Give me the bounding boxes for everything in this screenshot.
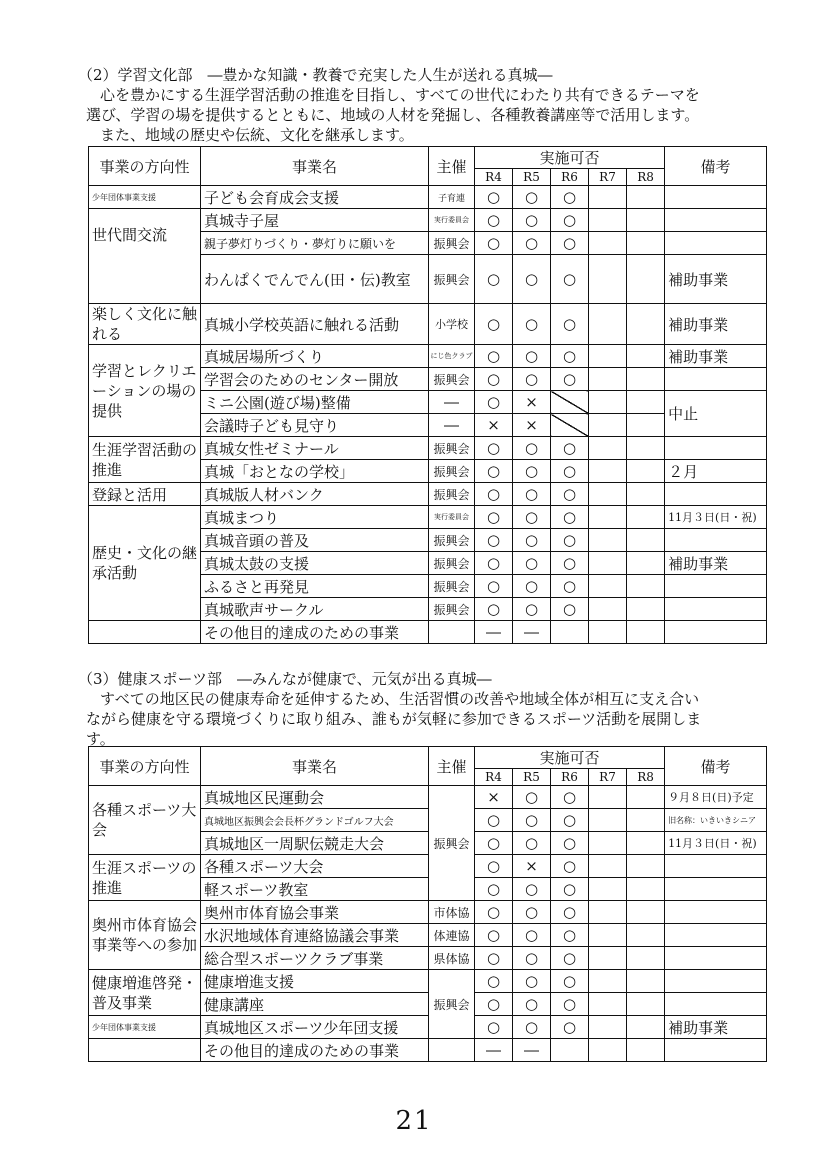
host-cell: 振興会 (429, 575, 475, 598)
r5-cell: ― (513, 1039, 551, 1062)
r5-cell: ○ (513, 345, 551, 368)
r7-cell (589, 506, 627, 529)
header-r8: R8 (627, 769, 665, 786)
remarks-cell: 補助事業 (665, 552, 767, 575)
r7-cell (589, 947, 627, 970)
r4-cell: ○ (475, 809, 513, 832)
r4-cell: ○ (475, 186, 513, 209)
remarks-cell (665, 598, 767, 621)
r7-cell (589, 621, 627, 644)
host-cell: 実行委員会 (429, 209, 475, 232)
page-number: 21 (395, 1106, 433, 1136)
r8-cell (627, 993, 665, 1016)
remarks-cell (665, 529, 767, 552)
r5-cell: ○ (513, 368, 551, 391)
r5-cell: ○ (513, 437, 551, 460)
project-name: 会議時子ども見守り (201, 414, 429, 437)
section2-paragraph-line1: 心を豊かにする生涯学習活動の推進を目指し、すべての世代にわたり共有できるテーマを (100, 86, 700, 104)
header-remarks: 備考 (665, 147, 767, 186)
r8-cell (627, 529, 665, 552)
project-name: 真城女性ゼミナール (201, 437, 429, 460)
r8-cell (627, 304, 665, 345)
table-row (89, 345, 767, 368)
project-name: 真城まつり (201, 506, 429, 529)
project-name: ふるさと再発見 (201, 575, 429, 598)
r4-cell: ○ (475, 345, 513, 368)
remarks-cell (665, 901, 767, 924)
project-name: 各種スポーツ大会 (201, 855, 429, 878)
r7-cell (589, 575, 627, 598)
r7-cell (589, 993, 627, 1016)
host-cell: 小学校 (429, 304, 475, 345)
r7-cell (589, 414, 627, 437)
table-row (89, 506, 767, 529)
project-name: 奥州市体育協会事業 (201, 901, 429, 924)
r6-cell: ○ (551, 186, 589, 209)
project-name: 真城音頭の普及 (201, 529, 429, 552)
r6-cell: ○ (551, 255, 589, 304)
remarks-cell (665, 368, 767, 391)
r6-cell: ○ (551, 506, 589, 529)
direction-cell (89, 1039, 201, 1062)
r4-cell: ○ (475, 232, 513, 255)
section2-paragraph-line2: 選び、学習の場を提供するとともに、地域の人材を発掘し、各種教養講座等で活用します。 (86, 106, 700, 124)
r7-cell (589, 391, 627, 414)
r6-cell-struck (551, 391, 589, 414)
section3-title: （3）健康スポーツ部 ―みんなが健康で、元気が出る真城― (78, 670, 492, 688)
table-row (89, 901, 767, 924)
r5-cell: ○ (513, 232, 551, 255)
project-name: 学習会のためのセンター開放 (201, 368, 429, 391)
remarks-cell: 補助事業 (665, 255, 767, 304)
r4-cell: ○ (475, 304, 513, 345)
table-row (89, 621, 767, 644)
r6-cell: ○ (551, 809, 589, 832)
r4-cell: × (475, 414, 513, 437)
r4-cell: ○ (475, 209, 513, 232)
r6-cell (551, 621, 589, 644)
table-row (89, 304, 767, 345)
r5-cell: ○ (513, 970, 551, 993)
r5-cell: ○ (513, 460, 551, 483)
r8-cell (627, 1016, 665, 1039)
project-name: 健康講座 (201, 993, 429, 1016)
host-cell: ― (429, 391, 475, 414)
header-direction: 事業の方向性 (89, 147, 201, 186)
r5-cell: ○ (513, 209, 551, 232)
header-host: 主催 (429, 147, 475, 186)
direction-cell: 楽しく文化に触れる (89, 304, 201, 345)
table-row (89, 970, 767, 993)
r6-cell: ○ (551, 345, 589, 368)
host-cell: 振興会 (429, 970, 475, 1039)
remarks-cell (665, 209, 767, 232)
r6-cell: ○ (551, 437, 589, 460)
r6-cell: ○ (551, 855, 589, 878)
r6-cell: ○ (551, 483, 589, 506)
r4-cell: × (475, 786, 513, 809)
project-name: その他目的達成のための事業 (201, 1039, 429, 1062)
project-name: 水沢地域体育連絡協議会事業 (201, 924, 429, 947)
header-r8: R8 (627, 169, 665, 186)
header-name: 事業名 (201, 747, 429, 786)
host-cell: 振興会 (429, 786, 475, 901)
remarks-cell (665, 924, 767, 947)
r8-cell (627, 186, 665, 209)
r7-cell (589, 924, 627, 947)
r6-cell: ○ (551, 575, 589, 598)
direction-cell: 生涯スポーツの推進 (89, 855, 201, 901)
project-name: わんぱくでんでん(田・伝)教室 (201, 255, 429, 304)
r6-cell: ○ (551, 786, 589, 809)
header-r5: R5 (513, 169, 551, 186)
host-cell: 振興会 (429, 552, 475, 575)
header-r5: R5 (513, 769, 551, 786)
host-cell (429, 1039, 475, 1062)
project-name: 真城小学校英語に触れる活動 (201, 304, 429, 345)
r7-cell (589, 878, 627, 901)
r6-cell: ○ (551, 993, 589, 1016)
r7-cell (589, 368, 627, 391)
header-r6: R6 (551, 769, 589, 786)
r6-cell: ○ (551, 304, 589, 345)
r4-cell: ○ (475, 901, 513, 924)
r4-cell: ○ (475, 575, 513, 598)
remarks-cell: ２月 (665, 460, 767, 483)
r5-cell: ― (513, 621, 551, 644)
project-name: 真城居場所づくり (201, 345, 429, 368)
r7-cell (589, 832, 627, 855)
r6-cell: ○ (551, 209, 589, 232)
r8-cell (627, 786, 665, 809)
r7-cell (589, 232, 627, 255)
header-name: 事業名 (201, 147, 429, 186)
r7-cell (589, 529, 627, 552)
r5-cell: ○ (513, 483, 551, 506)
r6-cell-struck (551, 414, 589, 437)
remarks-cell (665, 483, 767, 506)
r4-cell: ○ (475, 947, 513, 970)
r8-cell (627, 970, 665, 993)
r8-cell (627, 506, 665, 529)
r5-cell: ○ (513, 993, 551, 1016)
r5-cell: ○ (513, 506, 551, 529)
r8-cell (627, 255, 665, 304)
r4-cell: ○ (475, 529, 513, 552)
r8-cell (627, 878, 665, 901)
r4-cell: ○ (475, 993, 513, 1016)
project-name: 真城地区振興会会長杯グランドゴルフ大会 (201, 809, 429, 832)
section2-title: （2）学習文化部 ―豊かな知識・教養で充実した人生が送れる真城― (78, 66, 553, 84)
r4-cell: ○ (475, 460, 513, 483)
table-row (89, 186, 767, 209)
r5-cell: ○ (513, 598, 551, 621)
r6-cell: ○ (551, 1016, 589, 1039)
remarks-cell (665, 1039, 767, 1062)
r6-cell: ○ (551, 878, 589, 901)
table-row (89, 209, 767, 232)
section3-paragraph-line1: すべての地区民の健康寿命を延伸するため、生活習慣の改善や地域全体が相互に支え合い (100, 690, 700, 708)
host-cell: 振興会 (429, 598, 475, 621)
remarks-cell (665, 186, 767, 209)
r4-cell: ○ (475, 368, 513, 391)
header-host: 主催 (429, 747, 475, 786)
direction-cell: 学習とレクリエーションの場の提供 (89, 345, 201, 437)
direction-cell: 少年団体事業支援 (89, 186, 201, 209)
header-r7: R7 (589, 769, 627, 786)
project-name: 真城太鼓の支援 (201, 552, 429, 575)
r4-cell: ○ (475, 924, 513, 947)
r7-cell (589, 598, 627, 621)
r8-cell (627, 345, 665, 368)
r4-cell: ○ (475, 1016, 513, 1039)
r4-cell: ○ (475, 970, 513, 993)
r7-cell (589, 809, 627, 832)
r4-cell: ○ (475, 483, 513, 506)
r4-cell: ○ (475, 878, 513, 901)
header-r7: R7 (589, 169, 627, 186)
r5-cell: ○ (513, 878, 551, 901)
r6-cell: ○ (551, 232, 589, 255)
r7-cell (589, 186, 627, 209)
r4-cell: ○ (475, 552, 513, 575)
remarks-cell (665, 621, 767, 644)
host-cell: ― (429, 414, 475, 437)
r7-cell (589, 255, 627, 304)
header-implementation: 実施可否 (475, 147, 665, 169)
r5-cell: ○ (513, 786, 551, 809)
remarks-cell (665, 437, 767, 460)
r8-cell (627, 575, 665, 598)
r7-cell (589, 970, 627, 993)
r4-cell: ― (475, 1039, 513, 1062)
project-name: 真城歌声サークル (201, 598, 429, 621)
r6-cell: ○ (551, 529, 589, 552)
r5-cell: ○ (513, 529, 551, 552)
r4-cell: ○ (475, 437, 513, 460)
header-implementation: 実施可否 (475, 747, 665, 769)
section3-table (88, 746, 767, 1062)
r5-cell: ○ (513, 575, 551, 598)
project-name: 真城地区一周駅伝競走大会 (201, 832, 429, 855)
r4-cell: ○ (475, 255, 513, 304)
host-cell: 振興会 (429, 255, 475, 304)
remarks-cell (665, 878, 767, 901)
host-cell: 振興会 (429, 460, 475, 483)
project-name: その他目的達成のための事業 (201, 621, 429, 644)
section3-paragraph-line3: す。 (86, 730, 115, 748)
remarks-cell: 11月３日(日・祝) (665, 832, 767, 855)
r8-cell (627, 437, 665, 460)
remarks-cell: 補助事業 (665, 345, 767, 368)
project-name: ミニ公園(遊び場)整備 (201, 391, 429, 414)
r7-cell (589, 1016, 627, 1039)
direction-cell: 歴史・文化の継承活動 (89, 506, 201, 621)
remarks-cell: 補助事業 (665, 304, 767, 345)
r7-cell (589, 304, 627, 345)
r7-cell (589, 786, 627, 809)
remarks-cell: 旧名称：いきいきシニア (665, 809, 767, 832)
direction-cell: 登録と活用 (89, 483, 201, 506)
r8-cell (627, 391, 665, 414)
r7-cell (589, 855, 627, 878)
r7-cell (589, 901, 627, 924)
r8-cell (627, 368, 665, 391)
r8-cell (627, 552, 665, 575)
r8-cell (627, 483, 665, 506)
host-cell: 子育連 (429, 186, 475, 209)
table-row (89, 483, 767, 506)
host-cell: 市体協 (429, 901, 475, 924)
r6-cell: ○ (551, 598, 589, 621)
table-row (89, 855, 767, 878)
header-remarks: 備考 (665, 747, 767, 786)
table-row (89, 437, 767, 460)
remarks-cell: ９月８日(日)予定 (665, 786, 767, 809)
r5-cell: ○ (513, 1016, 551, 1039)
r8-cell (627, 232, 665, 255)
r5-cell: ○ (513, 809, 551, 832)
r4-cell: ○ (475, 832, 513, 855)
header-r6: R6 (551, 169, 589, 186)
project-name: 真城寺子屋 (201, 209, 429, 232)
host-cell (429, 621, 475, 644)
r8-cell (627, 809, 665, 832)
project-name: 健康増進支援 (201, 970, 429, 993)
host-cell: 振興会 (429, 368, 475, 391)
r7-cell (589, 552, 627, 575)
r6-cell: ○ (551, 460, 589, 483)
r8-cell (627, 621, 665, 644)
direction-cell: 奥州市体育協会事業等への参加 (89, 901, 201, 970)
project-name: 子ども会育成会支援 (201, 186, 429, 209)
remarks-cell (665, 232, 767, 255)
remarks-cell (665, 575, 767, 598)
r4-cell: ○ (475, 855, 513, 878)
r5-cell: ○ (513, 552, 551, 575)
r5-cell: × (513, 391, 551, 414)
r8-cell (627, 901, 665, 924)
r7-cell (589, 345, 627, 368)
host-cell: にじ色クラブ (429, 345, 475, 368)
r5-cell: ○ (513, 304, 551, 345)
header-r4: R4 (475, 769, 513, 786)
r5-cell: × (513, 855, 551, 878)
project-name: 親子夢灯りづくり・夢灯りに願いを (201, 232, 429, 255)
header-direction: 事業の方向性 (89, 747, 201, 786)
r5-cell: ○ (513, 255, 551, 304)
r6-cell: ○ (551, 368, 589, 391)
r6-cell: ○ (551, 924, 589, 947)
section3-paragraph-line2: ながら健康を守る環境づくりに取り組み、誰もが気軽に参加できるスポーツ活動を展開しま (86, 710, 702, 728)
r7-cell (589, 483, 627, 506)
direction-cell: 少年団体事業支援 (89, 1016, 201, 1039)
r4-cell: ― (475, 621, 513, 644)
r8-cell (627, 460, 665, 483)
project-name: 軽スポーツ教室 (201, 878, 429, 901)
r6-cell: ○ (551, 947, 589, 970)
host-cell: 振興会 (429, 529, 475, 552)
r4-cell: ○ (475, 506, 513, 529)
r4-cell: ○ (475, 598, 513, 621)
project-name: 総合型スポーツクラブ事業 (201, 947, 429, 970)
project-name: 真城地区民運動会 (201, 786, 429, 809)
r5-cell: ○ (513, 186, 551, 209)
r7-cell (589, 437, 627, 460)
r4-cell: ○ (475, 391, 513, 414)
remarks-cell: 補助事業 (665, 1016, 767, 1039)
direction-cell: 健康増進啓発・普及事業 (89, 970, 201, 1016)
r5-cell: × (513, 414, 551, 437)
r6-cell: ○ (551, 901, 589, 924)
remarks-cell (665, 993, 767, 1016)
table-row (89, 786, 767, 809)
remarks-cell (665, 947, 767, 970)
host-cell: 体連協 (429, 924, 475, 947)
direction-cell: 世代間交流 (89, 209, 201, 304)
remarks-cell: 11月３日(日・祝) (665, 506, 767, 529)
r5-cell: ○ (513, 924, 551, 947)
r6-cell: ○ (551, 970, 589, 993)
r7-cell (589, 1039, 627, 1062)
r6-cell: ○ (551, 552, 589, 575)
project-name: 真城地区スポーツ少年団支援 (201, 1016, 429, 1039)
r8-cell (627, 832, 665, 855)
table-row (89, 1016, 767, 1039)
r8-cell (627, 209, 665, 232)
direction-cell: 各種スポーツ大会 (89, 786, 201, 855)
r6-cell: ○ (551, 832, 589, 855)
host-cell: 振興会 (429, 232, 475, 255)
r8-cell (627, 924, 665, 947)
r6-cell (551, 1039, 589, 1062)
r8-cell (627, 414, 665, 437)
r8-cell (627, 855, 665, 878)
r8-cell (627, 1039, 665, 1062)
host-cell: 振興会 (429, 483, 475, 506)
r7-cell (589, 460, 627, 483)
host-cell: 振興会 (429, 437, 475, 460)
project-name: 真城版人材バンク (201, 483, 429, 506)
direction-cell: 生涯学習活動の推進 (89, 437, 201, 483)
remarks-cell (665, 970, 767, 993)
host-cell: 県体協 (429, 947, 475, 970)
remarks-cell: 中止 (665, 391, 767, 437)
r5-cell: ○ (513, 901, 551, 924)
section2-paragraph-line3: また、地域の歴史や伝統、文化を継承します。 (100, 126, 414, 144)
host-cell: 実行委員会 (429, 506, 475, 529)
project-name: 真城「おとなの学校」 (201, 460, 429, 483)
table-row (89, 1039, 767, 1062)
r5-cell: ○ (513, 947, 551, 970)
header-r4: R4 (475, 169, 513, 186)
r7-cell (589, 209, 627, 232)
r8-cell (627, 598, 665, 621)
remarks-cell (665, 855, 767, 878)
r8-cell (627, 947, 665, 970)
direction-cell (89, 621, 201, 644)
r5-cell: ○ (513, 832, 551, 855)
section2-table (88, 146, 767, 644)
